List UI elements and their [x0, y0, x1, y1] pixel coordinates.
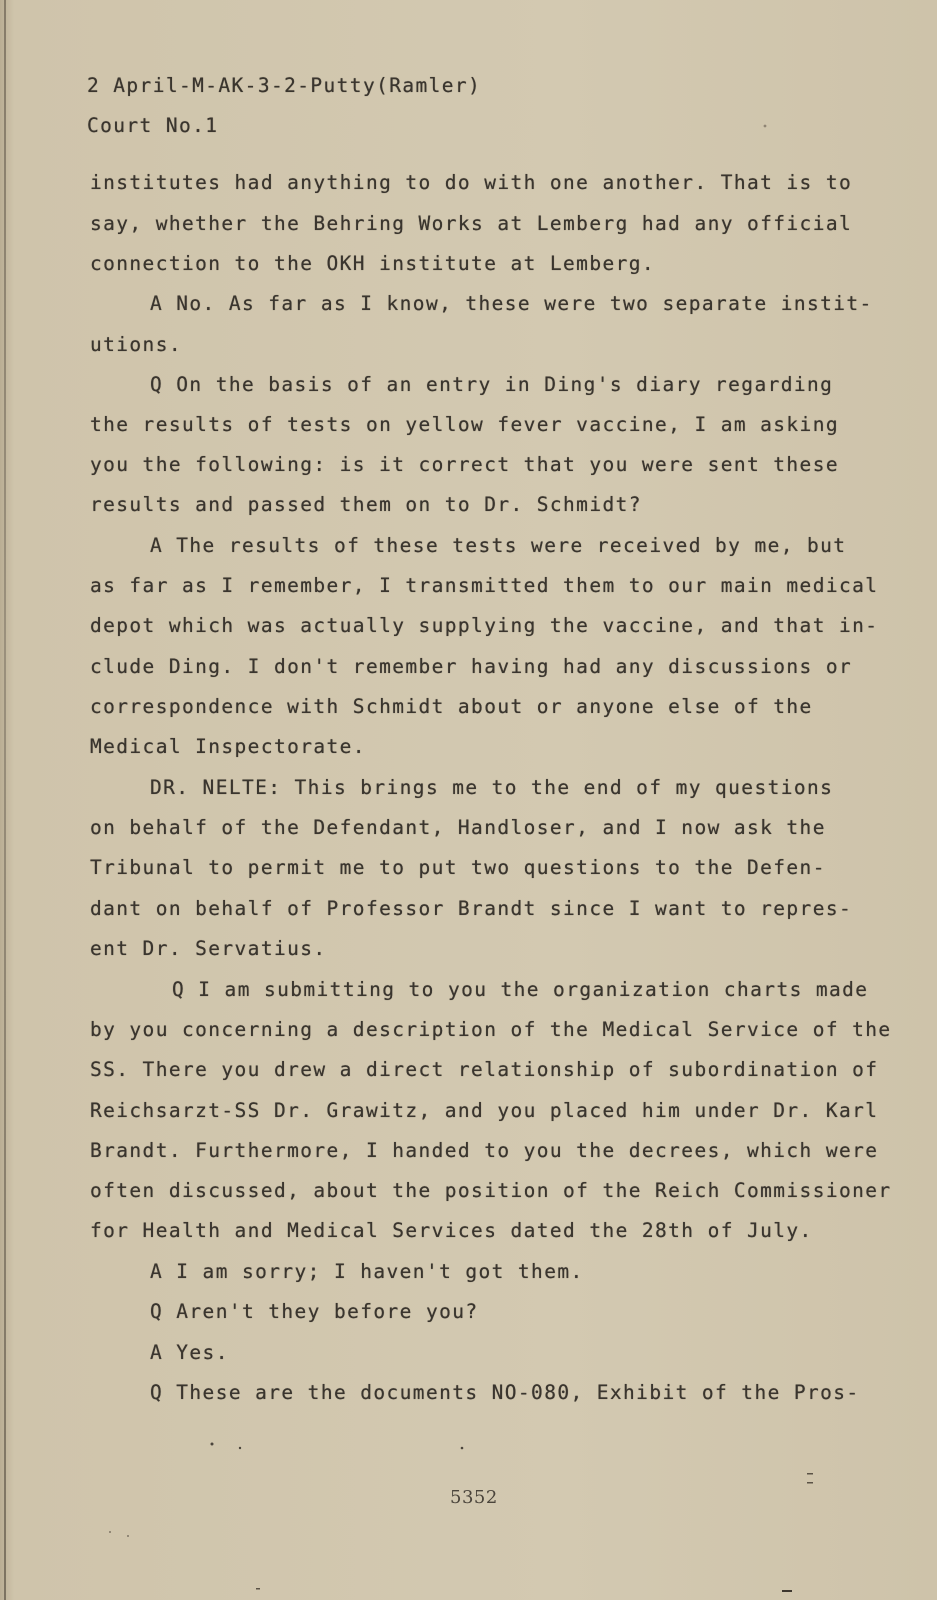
page-edge-shadow	[4, 0, 6, 1600]
text-line: institutes had anything to do with one another. That is to	[90, 171, 853, 194]
text-line: as far as I remember, I transmitted them to our main medical	[90, 574, 879, 597]
question-line: Q Aren't they before you?	[150, 1300, 479, 1323]
text-line: results and passed them on to Dr. Schmidt?	[90, 493, 642, 516]
text-line: for Health and Medical Services dated the 28th of July.	[90, 1219, 813, 1242]
text-line: you the following: is it correct that you were sent these	[90, 453, 839, 476]
text-line: ent Dr. Servatius.	[90, 937, 327, 960]
answer-line: A I am sorry; I haven't got them.	[150, 1260, 584, 1283]
page-number: 5352	[450, 1487, 498, 1508]
text-line: often discussed, about the position of the Reich Commissioner	[90, 1179, 892, 1202]
speaker-line: DR. NELTE: This brings me to the end of my questions	[150, 776, 834, 799]
text-line: Reichsarzt-SS Dr. Grawitz, and you placed him under Dr. Karl	[90, 1099, 879, 1122]
answer-line: A Yes.	[150, 1341, 229, 1364]
text-line: by you concerning a description of the Medical Service of the	[90, 1018, 892, 1041]
header-id-line: 2 April-M-AK-3-2-Putty(Ramler)	[87, 74, 482, 97]
question-line: Q These are the documents NO-080, Exhibit of the Pros-	[150, 1381, 860, 1404]
answer-line: A The results of these tests were received by me, but	[150, 534, 847, 557]
text-line: Tribunal to permit me to put two questions to the Defen-	[90, 856, 826, 879]
text-line: connection to the OKH institute at Lemberg.	[90, 252, 656, 275]
text-line: Brandt. Furthermore, I handed to you the decrees, which were	[90, 1139, 879, 1162]
text-line: utions.	[90, 333, 182, 356]
question-line: Q I am submitting to you the organization charts made	[172, 978, 869, 1001]
text-line: dant on behalf of Professor Brandt since I want to repres-	[90, 897, 853, 920]
text-line: correspondence with Schmidt about or anyone else of the	[90, 695, 813, 718]
question-line: Q On the basis of an entry in Ding's diary regarding	[150, 373, 834, 396]
answer-line: A No. As far as I know, these were two separate instit-	[150, 292, 873, 315]
text-line: Medical Inspectorate.	[90, 735, 366, 758]
header-court: Court No.1	[87, 114, 219, 137]
text-line: the results of tests on yellow fever vaccine, I am asking	[90, 413, 839, 436]
text-line: say, whether the Behring Works at Lemberg had any official	[90, 212, 853, 235]
text-line: on behalf of the Defendant, Handloser, and I now ask the	[90, 816, 826, 839]
text-line: depot which was actually supplying the vaccine, and that in-	[90, 614, 879, 637]
text-line: SS. There you drew a direct relationship of subordination of	[90, 1058, 879, 1081]
text-line: clude Ding. I don't remember having had any discussions or	[90, 655, 853, 678]
